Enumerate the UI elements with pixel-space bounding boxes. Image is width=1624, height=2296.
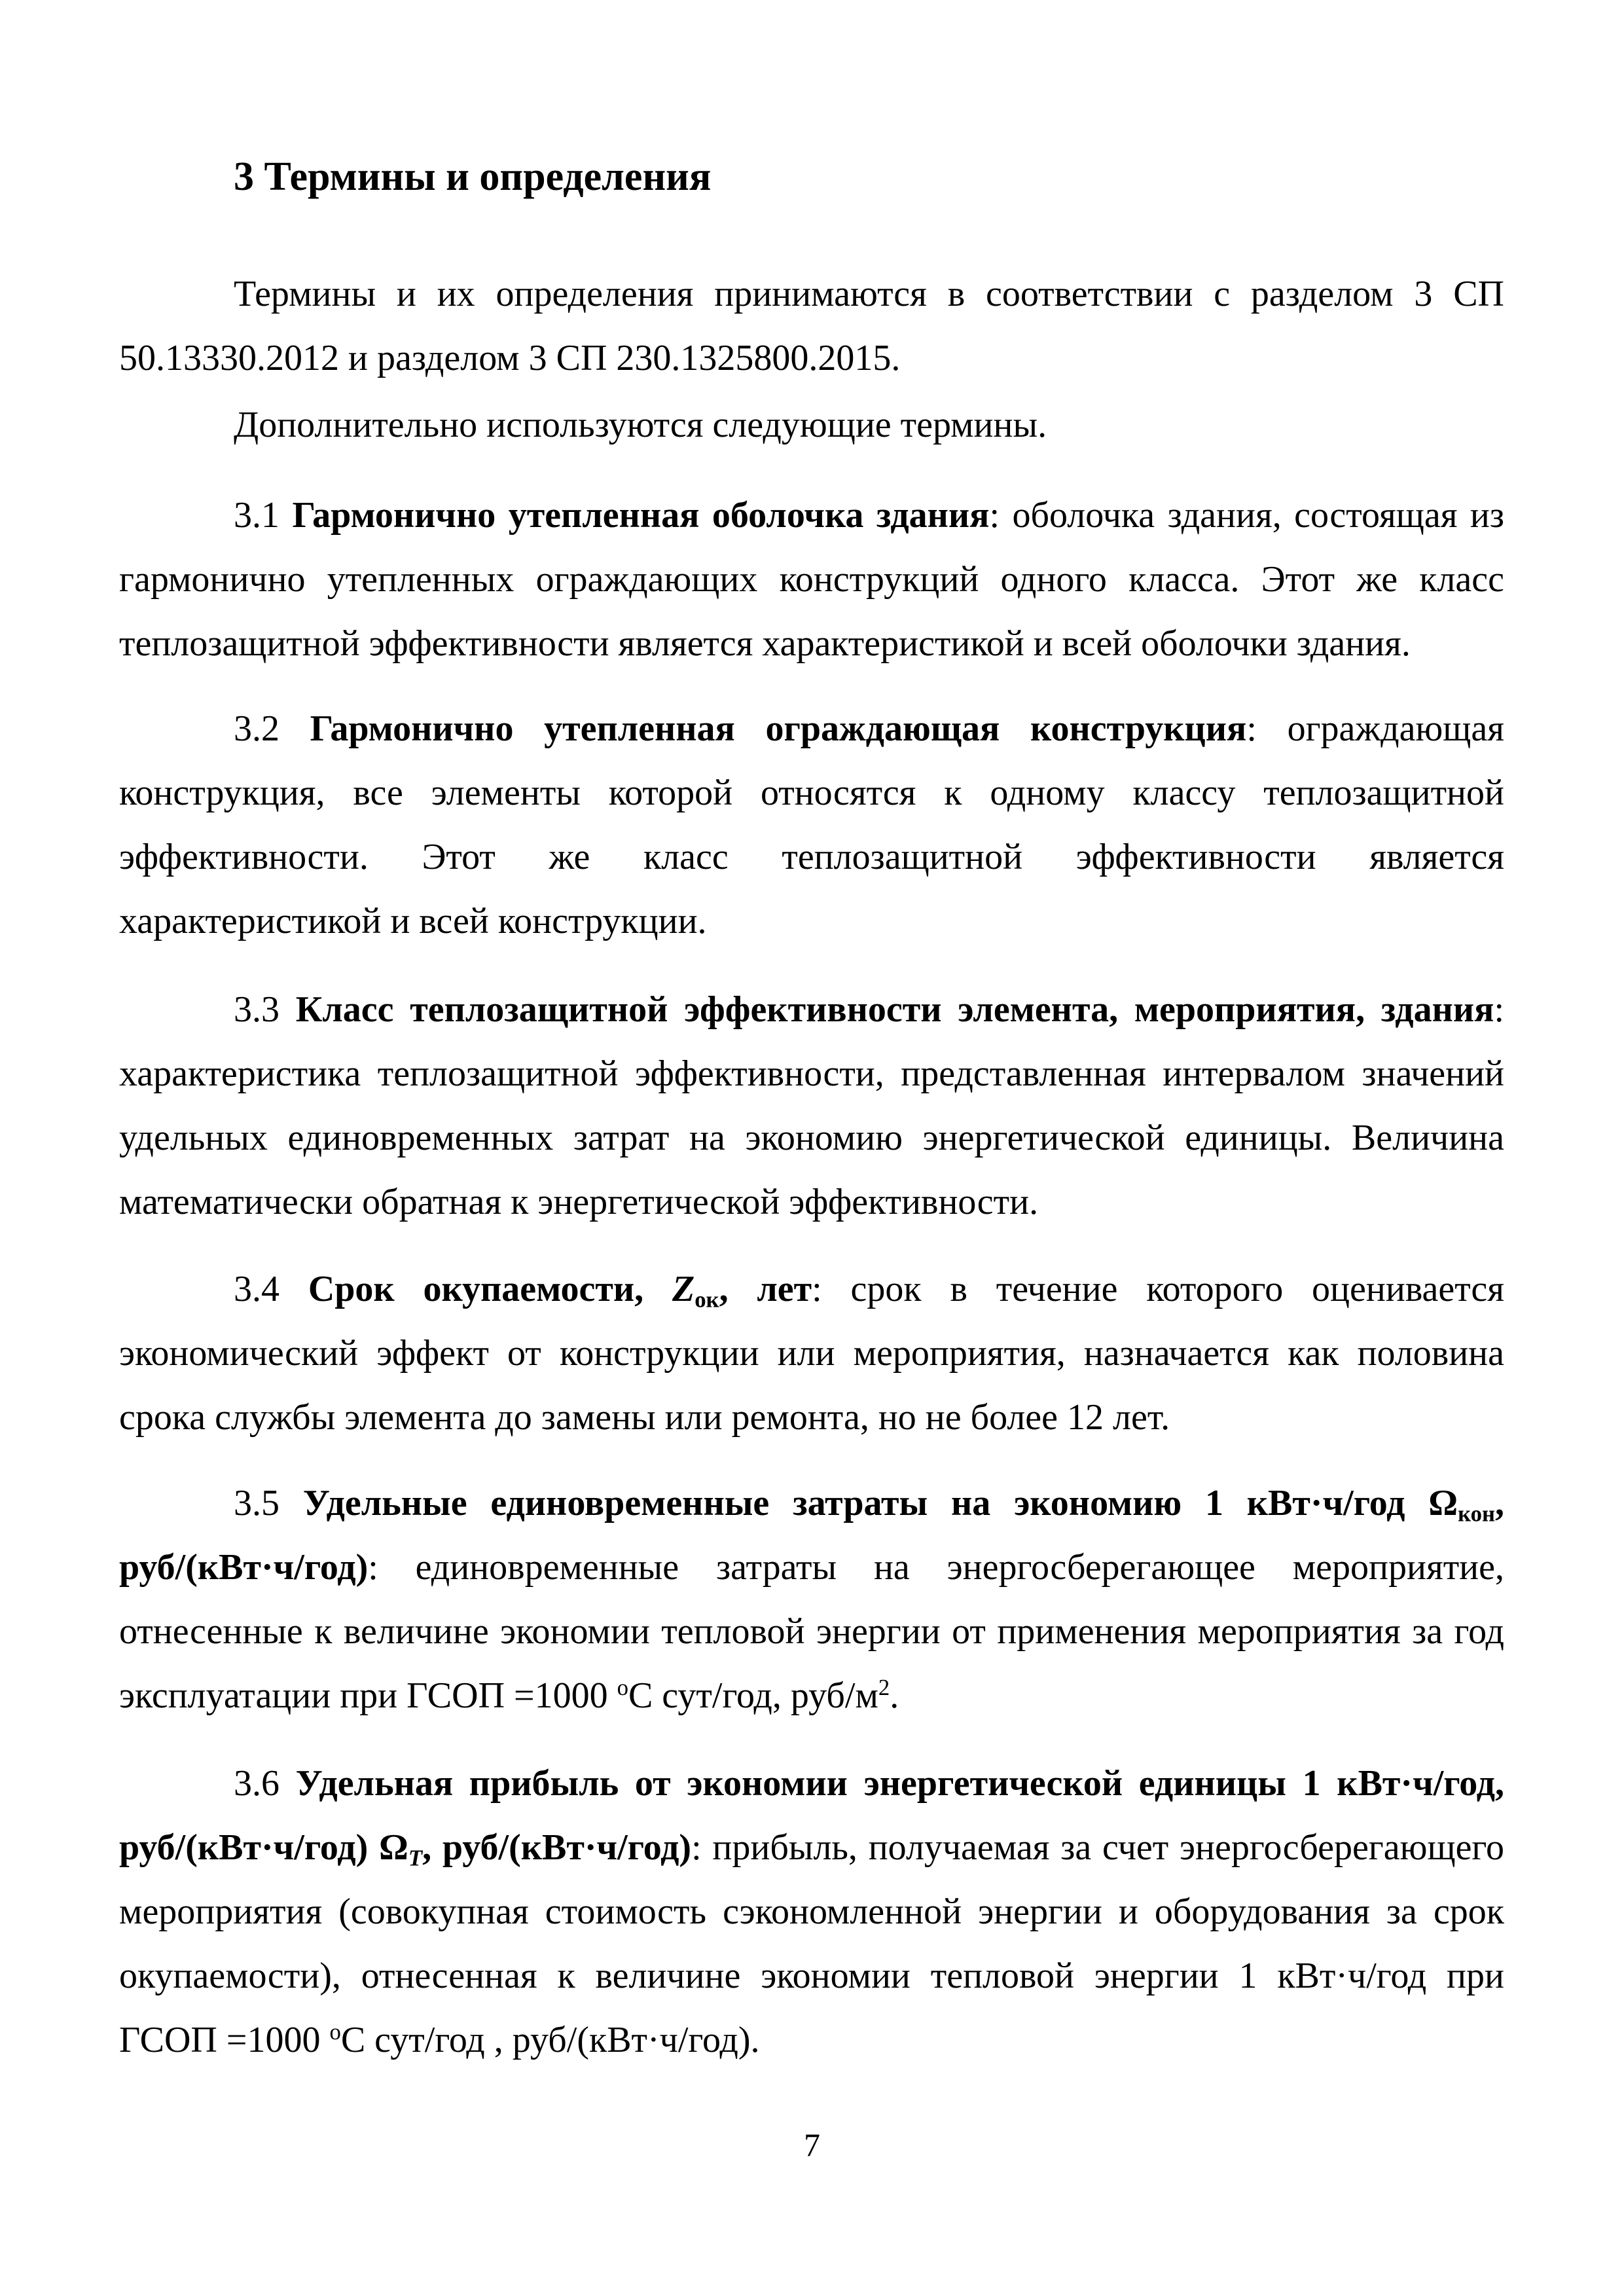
symbol-subscript: T <box>408 1845 423 1871</box>
term-number: 3.1 <box>234 495 280 536</box>
intro-paragraph: Термины и их определения принимаются в соответствии с разделом 3 СП 50.13330.2012 и разделом 3 СП 230.1325800.2015. <box>119 274 1504 378</box>
term-3-6: 3.6 Удельная прибыль от экономии энергетической единицы 1 кВт·ч/год, руб/(кВт·ч/год) $\Omega_T$, руб/(кВт·ч/год): прибыль, получаемая за счет энергосберегающего мероприятия (совокупная стоимость сэкономленной энергии и оборудования за срок окупаемости), отнесенная к величине экономии тепловой энергии 1 кВт·ч/год при ГСОП =1000 $^о$С сут/год , руб/(кВт·ч/год). <box>119 1763 1505 2060</box>
term-3-5: 3.5 Удельные единовременные затраты на экономию 1 кВт·ч/год $\Omega_{кон}$, руб/(кВт·ч/год): единовременные затраты на энергосберегающее мероприятие, отнесенные к величине экономии тепловой энергии от применения мероприятия за год эксплуатации при ГСОП =1000 $^о$С сут/год, руб/$м^2$. <box>119 1483 1505 1716</box>
term-number: 3.3 <box>234 989 280 1030</box>
term-title: Гармонично утепленная оболочка здания <box>292 495 990 536</box>
term-number: 3.2 <box>234 708 280 749</box>
term-definition: : прибыль, получаемая за счет энергосберегающего мероприятия (совокупная стоимость сэкономленной энергии и оборудования за срок окупаемости), отнесенная к величине экономии тепловой энергии 1 кВт·ч/год при ГСОП =1000 <box>119 1827 1505 2060</box>
term-title: Класс теплозащитной эффективности элемента, мероприятия, здания <box>295 989 1494 1030</box>
exponent: 2 <box>878 1674 890 1700</box>
term-3-2 <box>119 697 1504 953</box>
term-definition: : ограждающая конструкция, все элементы которой относятся к одному классу теплозащитной эффективности. Этот же класс теплозащитной эффективности является характеристикой и всей конструкции. <box>119 708 1505 941</box>
term-number: 3.5 <box>234 1483 280 1523</box>
term-number: 3.6 <box>234 1763 280 1804</box>
term-title: Удельные единовременные затраты на экономию 1 кВт·ч/год $\Omega_{кон}$, руб/(кВт·ч/год) <box>119 1483 1505 1588</box>
symbol-subscript: ок <box>695 1286 719 1313</box>
symbol: Ω <box>1428 1483 1458 1523</box>
section-heading: 3 Термины и определения <box>234 155 712 199</box>
symbol: Ω <box>379 1827 408 1868</box>
symbol: Z <box>672 1269 695 1309</box>
term-definition: : единовременные затраты на энергосберегающее мероприятие, отнесенные к величине экономии тепловой энергии от применения мероприятия за год эксплуатации при ГСОП =1000 <box>119 1547 1504 1716</box>
page-number: 7 <box>804 2126 820 2163</box>
term-3-1 <box>119 483 1504 676</box>
term-title: Срок окупаемости, $Z_{ок}$, лет <box>308 1269 812 1313</box>
term-definition: : характеристика теплозащитной эффективности, представленная интервалом значений удельных единовременных затрат на экономию энергетической единицы. Величина математически обратная к энергетической эффективности. <box>119 989 1505 1222</box>
degree-mark: о <box>617 1674 628 1700</box>
term-number: 3.4 <box>234 1269 280 1309</box>
degree-mark: о <box>329 2018 341 2045</box>
term-title: Удельная прибыль от экономии энергетической единицы 1 кВт·ч/год, руб/(кВт·ч/год) $\Omega_T$, руб/(кВт·ч/год) <box>119 1763 1505 1871</box>
symbol-subscript: кон <box>1458 1501 1496 1527</box>
term-definition: : срок в течение которого оценивается экономический эффект от конструкции или мероприятия, назначается как половина срока службы элемента до замены или ремонта, но не более 12 лет. <box>119 1269 1504 1438</box>
term-title: Гармонично утепленная ограждающая конструкция <box>310 708 1247 749</box>
intro-note: Дополнительно используются следующие термины. <box>234 405 1047 445</box>
term-3-3 <box>119 977 1504 1234</box>
term-definition: : оболочка здания, состоящая из гармонично утепленных ограждающих конструкций одного класса. Этот же класс теплозащитной эффективности является характеристикой и всей оболочки здания. <box>119 495 1504 664</box>
term-3-4 <box>119 1257 1504 1449</box>
